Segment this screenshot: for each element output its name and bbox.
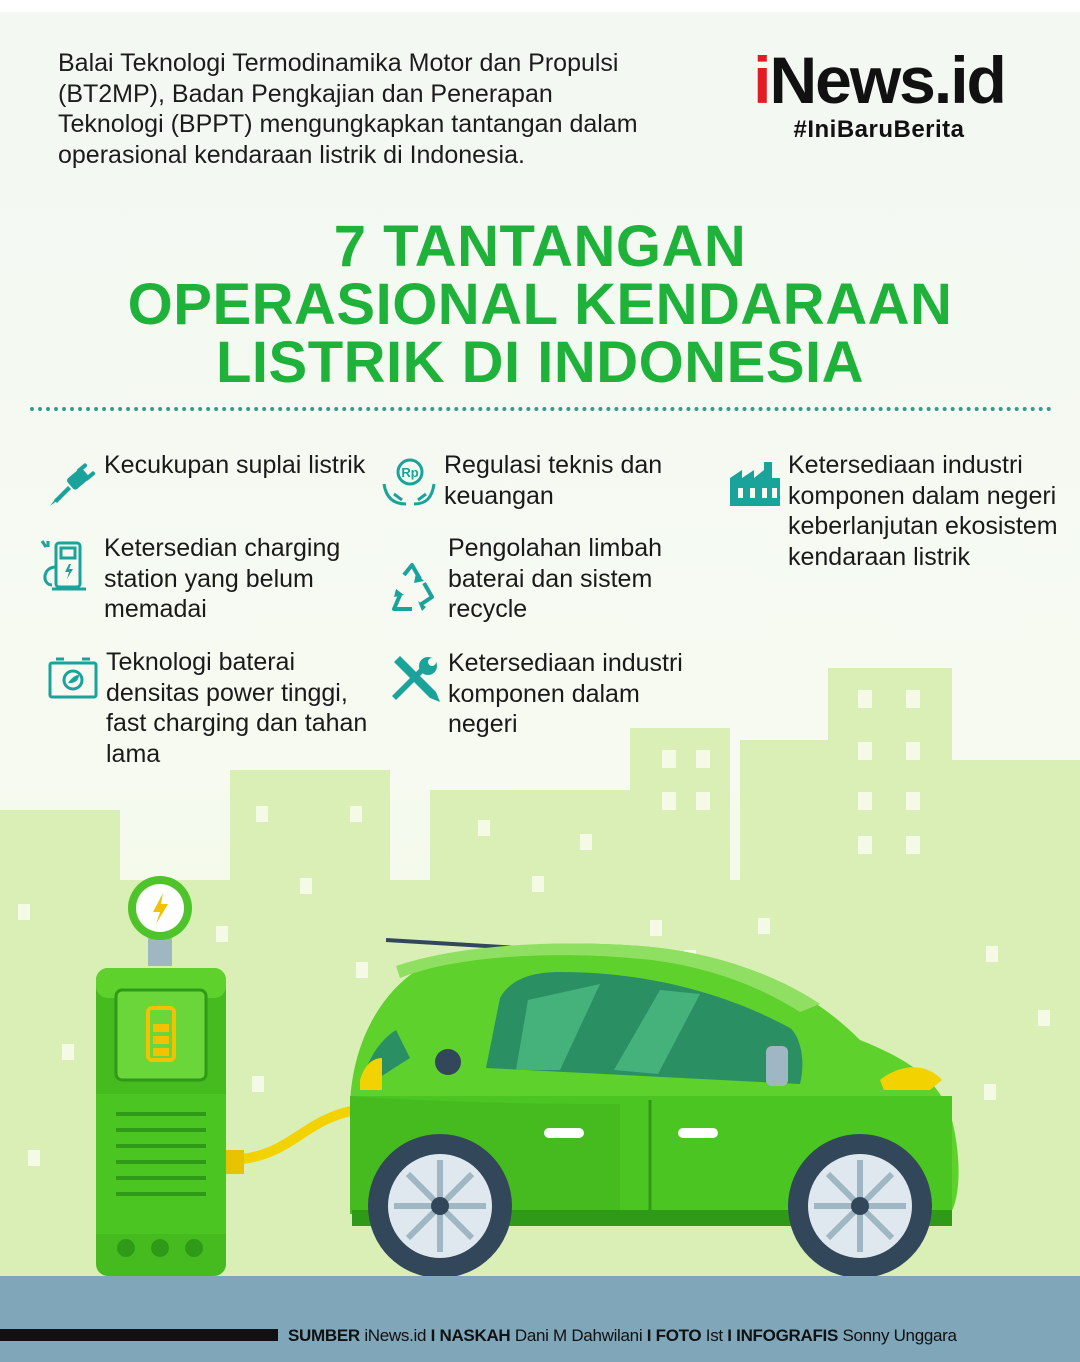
photo-label: FOTO [655,1326,702,1345]
challenge-item [36,533,376,625]
charging-station-icon [36,537,100,593]
source-value: iNews.id [364,1326,427,1345]
logo-tagline: #IniBaruBerita [793,116,965,143]
ev-illustration [0,660,1080,1280]
photo-value: Ist [705,1326,723,1345]
writer-label: NASKAH [439,1326,511,1345]
logo-wordmark [748,44,1010,116]
challenge-text: Teknologi baterai densitas power tinggi, fast charging dan tahan lama [106,648,368,768]
challenge-text: Ketersediaan industri komponen dalam negeri keberlanjutan ekosistem kendaraan listrik [788,451,1058,571]
graphic-value: Sonny Unggara [842,1326,957,1345]
credit-separator: I [727,1326,732,1345]
source-label: SUMBER [288,1326,360,1345]
challenge-text: Regulasi teknis dan keuangan [444,451,663,510]
money-hands-icon [380,454,436,510]
challenge-item [380,450,700,511]
top-strip [0,0,1080,12]
graphic-label: INFOGRAFIS [736,1326,838,1345]
factory-icon [728,454,784,510]
inews-logo[interactable] [748,44,1010,144]
writer-value: Dani M Dahwilani [514,1326,643,1345]
challenge-text: Ketersedian charging station yang belum memadai [104,534,341,623]
challenge-item [44,450,374,510]
challenge-text: Pengolahan limbah baterai dan sistem recycle [448,534,663,623]
recycle-icon [384,561,440,617]
svg-text:Rp: Rp [401,465,419,480]
road [0,1276,1080,1362]
credit-separator: I [646,1326,652,1345]
headline-line-1: 7 TANTANGAN [333,214,747,279]
challenge-item [728,450,1068,572]
challenge-item [384,533,704,625]
dotted-divider [30,407,1052,411]
logo-prefix: i [753,43,770,117]
intro-paragraph: Balai Teknologi Termodinamika Motor dan Propulsi (BT2MP), Badan Pengkajian dan Penerapan Teknologi (BPPT) mengungkapkan tantangan dalam operasional kendaraan listrik di Indonesia. [58,49,638,169]
footer-bar [0,1329,278,1341]
challenge-text: Kecukupan suplai listrik [104,451,366,479]
logo-word: News.id [769,43,1005,117]
headline-line-3: LISTRIK DI INDONESIA [215,330,865,395]
headline-line-2: OPERASIONAL KENDARAAN [127,272,953,337]
credit-separator: I [430,1326,436,1345]
credits [288,1325,1068,1347]
headline [40,214,1040,395]
challenge-text: Ketersediaan industri komponen dalam negeri [448,649,683,738]
plug-icon [44,454,100,510]
